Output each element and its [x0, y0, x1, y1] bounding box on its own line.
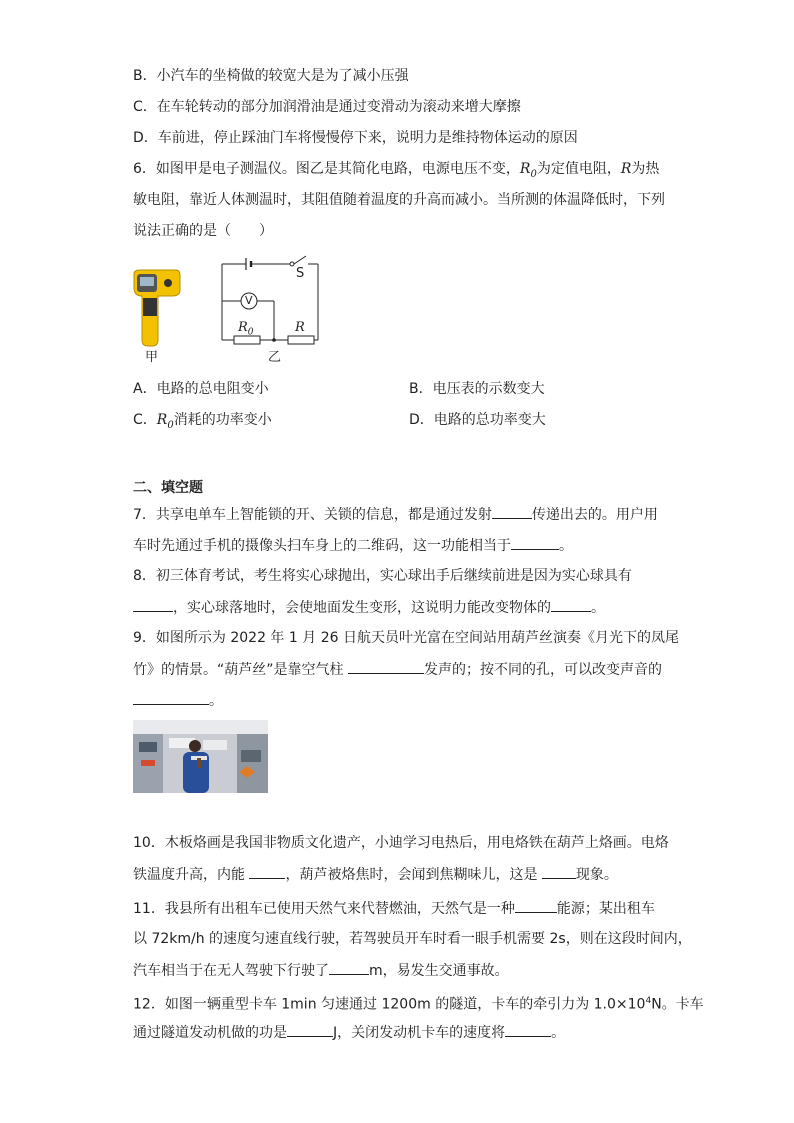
- q12-blank-2[interactable]: [505, 1022, 551, 1037]
- q9-blank-1[interactable]: [348, 659, 424, 674]
- q8-blank-2[interactable]: [551, 597, 591, 612]
- q10-line-1: 10．木板烙画是我国非物质文化遗产，小迪学习电热后，用电烙铁在葫芦上烙画。电烙: [133, 835, 669, 851]
- q6-line-1: 6．如图甲是电子测温仪。图乙是其简化电路，电源电压不变，$R_0$为定值电阻，R为热: [133, 161, 660, 180]
- q7-line-1: 7．共享电单车上智能锁的开、关锁的信息，都是通过发射 传递出去的。用户用: [133, 504, 658, 525]
- resistor-r0-label: $R_0$: [238, 320, 254, 338]
- q7-blank-1[interactable]: [492, 504, 532, 519]
- q5-option-d: D．车前进，停止踩油门车将慢慢停下来，说明力是维持物体运动的原因: [133, 130, 578, 146]
- q8-blank-1[interactable]: [133, 597, 173, 612]
- q5-option-b: B．小汽车的坐椅做的较宽大是为了减小压强: [133, 68, 409, 84]
- q11-blank-2[interactable]: [329, 960, 369, 975]
- q11-line-2: 以 72km/h 的速度匀速直线行驶，若驾驶员开车时看一眼手机需要 2s，则在这段时间内，: [133, 931, 692, 947]
- q6-option-c: C．$R_0$消耗的功率变小: [133, 412, 272, 431]
- q6-option-b: B．电压表的示数变大: [409, 381, 545, 397]
- q9-line-1: 9．如图所示为 2022 年 1 月 26 日航天员叶光富在空间站用葫芦丝演奏《月光下的凤尾: [133, 630, 679, 646]
- q9-line-3: 。: [133, 690, 223, 711]
- fig-label-yi: 乙: [268, 350, 282, 365]
- q12-line-1: 12．如图一辆重型卡车 1min 匀速通过 1200m 的隧道，卡车的牵引力为 $1.0\times 10^4N$。卡车: [133, 996, 704, 1013]
- q10-blank-2[interactable]: [542, 864, 576, 879]
- q7-blank-2[interactable]: [511, 535, 559, 550]
- q6-option-d: D．电路的总功率变大: [409, 412, 546, 428]
- q8-line-1: 8．初三体育考试，考生将实心球抛出，实心球出手后继续前进是因为实心球具有: [133, 568, 632, 584]
- switch-label: S: [296, 266, 305, 281]
- fig-label-jia: 甲: [145, 350, 159, 365]
- q5-option-c: C．在车轮转动的部分加润滑油是通过变滑动为滚动来增大摩擦: [133, 99, 521, 115]
- q6-line-2: 敏电阻，靠近人体测温时，其阻值随着温度的升高而减小。当所测的体温降低时，下列: [133, 192, 665, 208]
- q12-line-2: 通过隧道发动机做的功是 J，关闭发动机卡车的速度将 。: [133, 1022, 565, 1043]
- resistor-r-label: R: [295, 320, 305, 335]
- q8-line-2: ，实心球落地时，会使地面发生变形，这说明力能改变物体的 。: [133, 597, 605, 618]
- q10-blank-1[interactable]: [249, 864, 285, 879]
- voltmeter-label: V: [245, 294, 253, 307]
- q9-blank-2[interactable]: [133, 690, 209, 705]
- q7-line-2: 车时先通过手机的摄像头扫车身上的二维码，这一功能相当于 。: [133, 535, 573, 556]
- thermometer-figure: [128, 266, 184, 348]
- q11-line-3: 汽车相当于在无人驾驶下行驶了 m，易发生交通事故。: [133, 960, 509, 981]
- q6-option-a: A．电路的总电阻变小: [133, 381, 269, 397]
- q12-blank-1[interactable]: [287, 1022, 333, 1037]
- circuit-diagram: [214, 250, 326, 346]
- q11-blank-1[interactable]: [515, 898, 557, 913]
- q6-line-3: 说法正确的是（ ）: [133, 223, 273, 239]
- astronaut-photo: [133, 720, 268, 793]
- q10-line-2: 铁温度升高，内能 ，葫芦被烙焦时，会闻到焦糊味儿，这是 现象。: [133, 864, 618, 885]
- q9-line-2: 竹》的情景。“葫芦丝”是靠空气柱 发声的；按不同的孔，可以改变声音的: [133, 659, 662, 680]
- q11-line-1: 11．我县所有出租车已使用天然气来代替燃油，天然气是一种 能源；某出租车: [133, 898, 655, 919]
- section-title: 二、填空题: [133, 480, 203, 496]
